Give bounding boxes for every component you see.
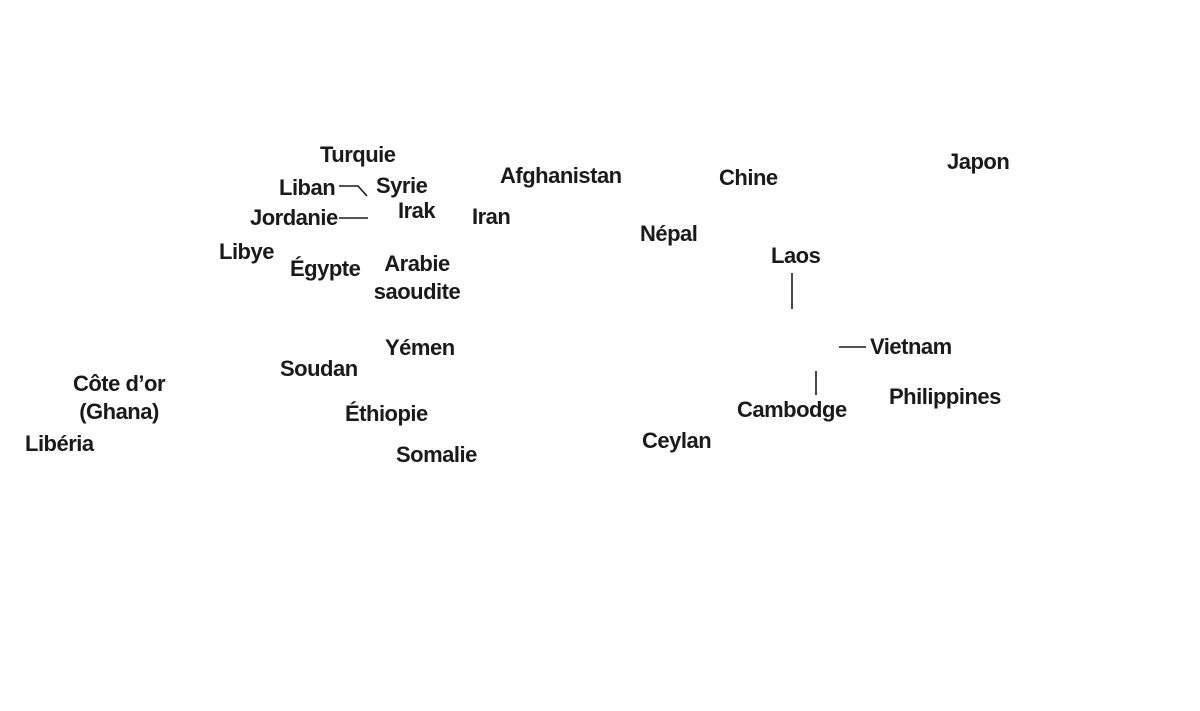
label-syrie: Syrie	[376, 173, 428, 198]
label-somalie: Somalie	[396, 442, 477, 467]
label-arabie-line1: Arabie	[384, 251, 450, 276]
label-chine: Chine	[719, 165, 778, 190]
label-vietnam: Vietnam	[870, 334, 952, 359]
label-jordanie: Jordanie	[250, 205, 338, 230]
label-ethiopie: Éthiopie	[345, 401, 428, 426]
label-arabie-saoudite	[368, 250, 466, 306]
label-turquie: Turquie	[320, 142, 396, 167]
label-cote-dor-line1: Côte d’or	[72, 371, 166, 396]
label-ceylan: Ceylan	[642, 428, 712, 453]
label-soudan: Soudan	[280, 356, 358, 381]
label-japon: Japon	[947, 149, 1010, 174]
label-liberia: Libéria	[25, 431, 94, 456]
label-nepal: Népal	[640, 221, 698, 246]
label-liban: Liban	[279, 175, 336, 200]
label-libye: Libye	[219, 239, 274, 264]
leader-line-liban	[339, 186, 367, 196]
label-cote-dor-ghana	[64, 370, 174, 426]
label-iran: Iran	[472, 204, 511, 229]
label-cote-dor-line2: (Ghana)	[79, 399, 159, 424]
label-cambodge: Cambodge	[737, 397, 847, 422]
label-laos: Laos	[771, 243, 821, 268]
label-yemen: Yémen	[385, 335, 455, 360]
label-philippines: Philippines	[889, 384, 1001, 409]
label-irak: Irak	[398, 198, 436, 223]
label-afghanistan: Afghanistan	[500, 163, 622, 188]
label-arabie-line2: saoudite	[373, 279, 461, 304]
label-egypte: Égypte	[290, 256, 361, 281]
